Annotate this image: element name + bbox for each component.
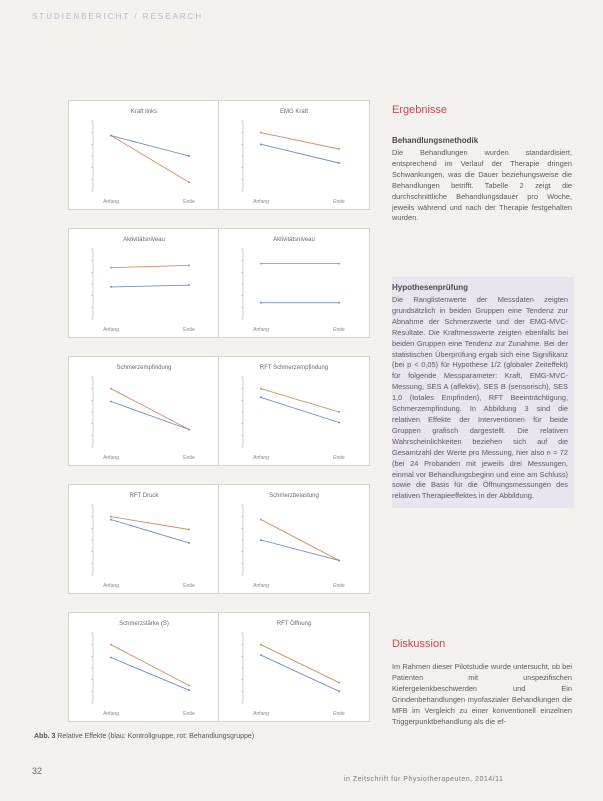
data-point [110,267,112,269]
chart-title: Aktivitätsniveau [123,237,165,243]
data-point [188,685,190,687]
x-tick-label: Ende [183,327,195,333]
data-point [338,422,340,424]
x-tick-label: Anfang [103,711,119,717]
data-point [110,519,112,521]
treatment-series-line [111,389,189,430]
data-point [110,644,112,646]
x-tick-label: Ende [333,455,345,461]
right-column [392,104,572,224]
data-point [260,519,262,521]
data-point [338,162,340,164]
chart-svg [69,101,219,209]
chart-panel [68,100,220,210]
control-series-line [261,144,339,163]
data-point [260,143,262,145]
treatment-method-heading: Behandlungsmethodik [392,136,479,145]
x-tick-label: Anfang [253,583,269,589]
page-number: 32 [32,766,43,776]
x-tick-label: Anfang [253,711,269,717]
treatment-series-line [261,389,339,412]
data-point [188,689,190,691]
chart-svg [69,485,219,593]
x-tick-label: Ende [183,583,195,589]
hypothesis-heading: Hypothesenprüfung [392,283,468,292]
treatment-series-line [261,645,339,683]
data-point [110,388,112,390]
control-series-line [111,402,189,430]
chart-svg [219,485,369,593]
hypothesis-box [392,277,574,508]
x-tick-label: Anfang [253,199,269,205]
control-series-line [111,285,189,287]
chart-panel [68,612,220,722]
data-point [188,542,190,544]
treatment-series-line [111,136,189,183]
chart-title: Kraft links [130,109,158,115]
treatment-series-line [261,520,339,561]
x-tick-label: Ende [183,455,195,461]
data-point [110,135,112,137]
journal-footer: in Zeitschrift für Physiotherapeuten, 2014/11 [344,776,504,783]
chart-svg [69,229,219,337]
x-tick-label: Ende [333,327,345,333]
control-series-line [111,658,189,691]
chart-panel [218,484,370,594]
data-point [338,302,340,304]
x-tick-label: Anfang [253,455,269,461]
chart-panel [68,228,220,338]
data-point [260,302,262,304]
x-tick-label: Ende [333,199,345,205]
data-point [338,263,340,265]
data-point [338,690,340,692]
chart-title: Aktivitätsniveau [273,237,315,243]
data-point [188,181,190,183]
chart-title: Schmerzbelastung [269,493,319,499]
discussion-heading: Diskussion [392,638,446,650]
data-point [338,559,340,561]
chart-title: Schmerzempfindung [116,365,172,371]
data-point [260,388,262,390]
chart-svg [219,229,369,337]
treatment-series-line [111,265,189,267]
data-point [260,654,262,656]
figure-caption [34,733,364,740]
data-point [338,148,340,150]
chart-panel [218,100,370,210]
chart-panel [218,356,370,466]
hypothesis-text: Die Ranglistenwerte der Messdaten zeigten grundsätzlich in beiden Gruppen eine Tendenz zur Abnahme der Schmerzwerte und der EMG-MVC-Resultate. Die Kraftmesswerte zeigten ebenfalls bei beiden Gruppen eine Tendenz zur Zunahme. Bei der statistischen Überprüfung ergab sich eine Signifikanz (bei p < 0,05) für Hypothese 1/2 (globaler Zeiteffekt) für folgende Messparameter: Kraft, EMG-MVC-Messung, SES A (affektiv), SES B (sensorisch), SES 1,0 (totales Empfinden), RFT Beeinträchtigung, Schmerzempfindung. In Abbildung 3 sind die relativen Effekte der Interventionen für beide Gruppen grafisch dargestellt. Die relativen Wahrscheinlichkeiten beziehen sich auf die Gesamtzahl der Werte pro Messung, hier also n = 72 (bei 24 Probanden mit jeweils drei Messungen, einmal vor Behandlungsbeginn und eine am Schluss) sowie die Basis für die Öffnungsmessungen des relativen Therapieeffektes in der Abbildung. [392,295,568,501]
x-tick-label: Ende [183,199,195,205]
data-point [260,396,262,398]
discussion-text: Im Rahmen dieser Pilotstudie wurde untersucht, ob bei Patienten mit unspezifischen Kiefergelenkbeschwerden und Ein Grindenbehandlungen myofaszialer Behandlungen die MFB im Vergleich zu einer konventionell einzelnen Triggerpunktbehandlung als die ef- [392,662,572,726]
control-series-line [261,397,339,422]
data-point [110,401,112,403]
chart-title: EMG Kraft [279,109,308,115]
treatment-method-text: Die Behandlungen wurden standardisiert, entsprechend im Verlauf der Therapie dringen Schwankungen, was die Dauer beziehungsweise die Behandlungen betrifft. Tabelle 2 zeigt die durchschnittliche Behandlungsdauer pro Woche, jeweils während und nach der Therapie festgehalten wurden. [392,148,572,223]
data-point [260,263,262,265]
x-tick-label: Ende [333,583,345,589]
data-point [188,429,190,431]
chart-panel [68,484,220,594]
x-tick-label: Ende [183,711,195,717]
chart-title: RFT Druck [129,493,159,499]
data-point [188,264,190,266]
x-tick-label: Anfang [253,327,269,333]
x-tick-label: Anfang [103,455,119,461]
running-head: STUDIENBERICHT / RESEARCH [32,12,204,21]
figure-panels [38,92,388,742]
control-series-line [261,655,339,691]
data-point [110,657,112,659]
data-point [188,155,190,157]
chart-title: RFT Öffnung [276,621,312,627]
data-point [260,132,262,134]
chart-panel [218,612,370,722]
data-point [110,516,112,518]
treatment-series-line [111,645,189,686]
data-point [188,284,190,286]
caption-label: Abb. 3 [34,733,56,740]
control-series-line [261,540,339,560]
chart-svg [219,613,369,721]
control-series-line [111,136,189,156]
data-point [188,529,190,531]
data-point [338,682,340,684]
chart-svg [69,613,219,721]
x-tick-label: Anfang [103,199,119,205]
data-point [260,644,262,646]
data-point [260,539,262,541]
chart-svg [219,357,369,465]
chart-svg [219,101,369,209]
data-point [338,411,340,413]
chart-svg [69,357,219,465]
x-tick-label: Ende [333,711,345,717]
data-point [110,286,112,288]
results-heading: Ergebnisse [392,104,448,116]
treatment-series-line [261,133,339,149]
chart-panel [68,356,220,466]
chart-title: RFT Schmerzempfindung [259,365,329,371]
x-tick-label: Anfang [103,327,119,333]
chart-panel [218,228,370,338]
chart-title: Schmerzstärke (S) [119,621,169,627]
x-tick-label: Anfang [103,583,119,589]
caption-text: Relative Effekte (blau: Kontrollgruppe, rot: Behandlungsgruppe) [57,733,255,740]
